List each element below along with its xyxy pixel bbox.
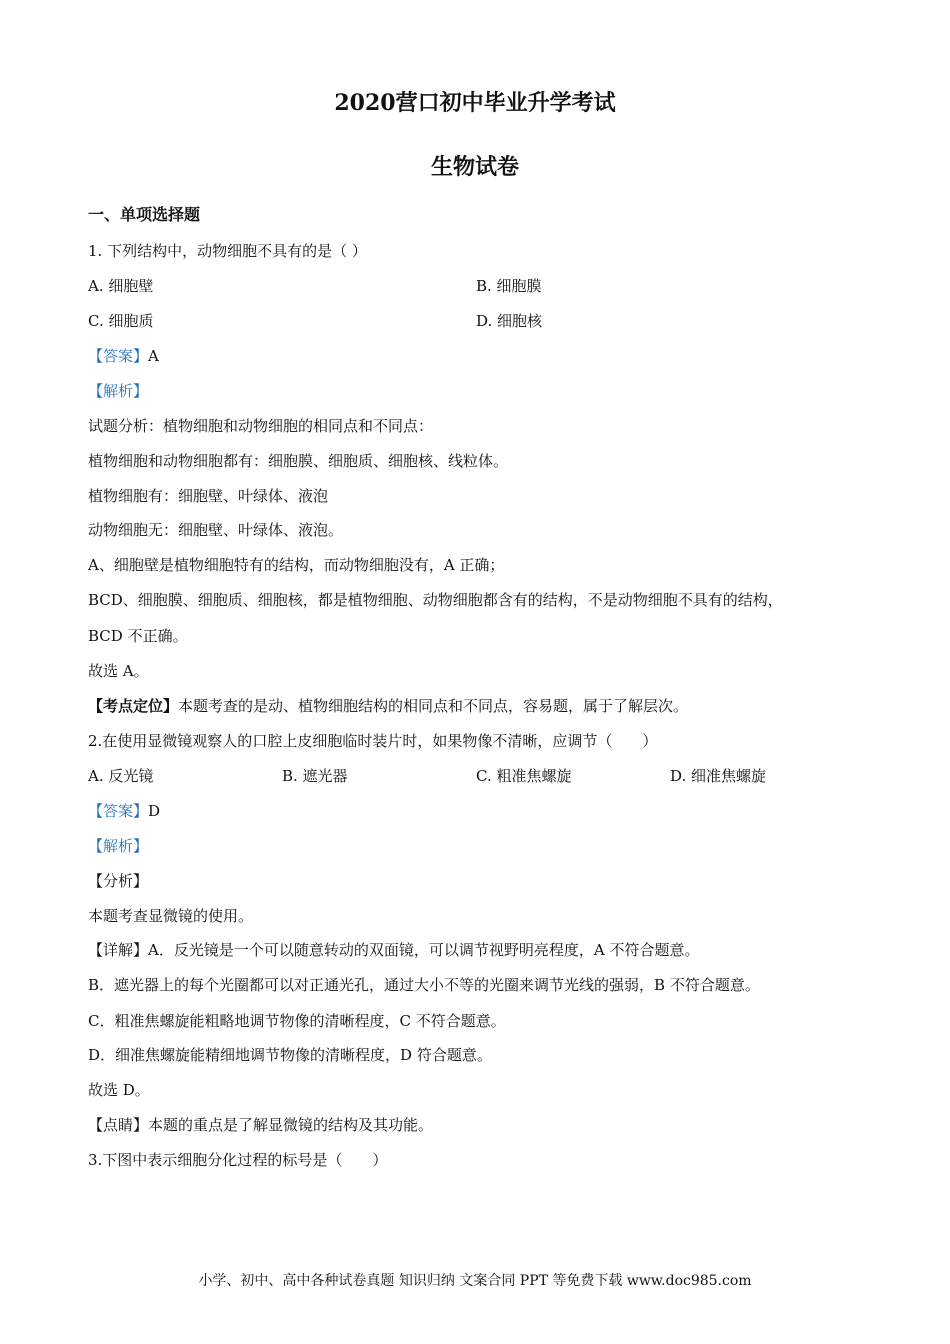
detail-text: A．反光镜是一个可以随意转动的双面镜，可以调节视野明亮程度，A 不符合题意。 bbox=[148, 941, 700, 959]
answer-value: A bbox=[148, 347, 159, 365]
q2-detail-c: C．粗准焦螺旋能粗略地调节物像的清晰程度，C 不符合题意。 bbox=[88, 1012, 506, 1030]
q1-option-c: C. 细胞质 bbox=[88, 312, 154, 330]
q1-option-a: A. 细胞壁 bbox=[88, 277, 154, 295]
q2-option-d: D. 细准焦螺旋 bbox=[670, 767, 767, 785]
dianjing-text: 本题的重点是了解显微镜的结构及其功能。 bbox=[148, 1116, 434, 1134]
q2-answer bbox=[88, 802, 160, 820]
q1-analysis-line: BCD 不正确。 bbox=[88, 627, 188, 645]
q1-point bbox=[88, 697, 688, 715]
q2-fenxi-tag: 【分析】 bbox=[88, 872, 149, 890]
q1-analysis-line: 试题分析：植物细胞和动物细胞的相同点和不同点： bbox=[88, 417, 434, 435]
answer-value: D bbox=[148, 802, 161, 820]
q1-analysis-line: A、细胞壁是植物细胞特有的结构，而动物细胞没有，A 正确； bbox=[88, 556, 505, 574]
detail-tag: 【详解】 bbox=[88, 941, 149, 959]
section-heading: 一、单项选择题 bbox=[88, 205, 201, 224]
answer-tag: 【答案】 bbox=[88, 347, 149, 365]
point-tag: 【考点定位】 bbox=[88, 697, 179, 715]
point-text: 本题考查的是动、植物细胞结构的相同点和不同点，容易题，属于了解层次。 bbox=[178, 697, 689, 715]
q2-detail-a bbox=[88, 941, 699, 959]
q2-option-b: B. 遮光器 bbox=[282, 767, 348, 785]
q2-fenxi: 本题考查显微镜的使用。 bbox=[88, 907, 254, 925]
q2-detail-b: B．遮光器上的每个光圈都可以对正通光孔，通过大小不等的光圈来调节光线的强弱，B 不符合题意。 bbox=[88, 976, 760, 994]
q2-option-c: C. 粗准焦螺旋 bbox=[476, 767, 572, 785]
q1-analysis-line: 植物细胞有：细胞壁、叶绿体、液泡 bbox=[88, 487, 329, 505]
q1-analysis-line: 动物细胞无：细胞壁、叶绿体、液泡。 bbox=[88, 521, 344, 539]
page-footer: 小学、初中、高中各种试卷真题 知识归纳 文案合同 PPT 等免费下载 www.doc985.com bbox=[198, 1273, 752, 1289]
q3-stem: 3.下图中表示细胞分化过程的标号是（ ） bbox=[88, 1151, 388, 1169]
q1-analysis-line: 植物细胞和动物细胞都有：细胞膜、细胞质、细胞核、线粒体。 bbox=[88, 452, 509, 470]
q1-option-d: D. 细胞核 bbox=[476, 312, 543, 330]
answer-tag: 【答案】 bbox=[88, 802, 149, 820]
q1-analysis-line: BCD、细胞膜、细胞质、细胞核，都是植物细胞、动物细胞都含有的结构，不是动物细胞不具有的结构， bbox=[88, 591, 783, 609]
q1-analysis-tag: 【解析】 bbox=[88, 382, 149, 400]
q1-answer bbox=[88, 347, 159, 365]
q1-stem: 1. 下列结构中，动物细胞不具有的是（ ） bbox=[88, 242, 367, 260]
q2-stem: 2.在使用显微镜观察人的口腔上皮细胞临时装片时，如果物像不清晰，应调节（ ） bbox=[88, 732, 658, 750]
exam-title: 2020营口初中毕业升学考试 bbox=[334, 90, 616, 116]
q1-analysis-line: 故选 A。 bbox=[88, 662, 149, 680]
q2-dianjing bbox=[88, 1116, 433, 1134]
q2-analysis-tag: 【解析】 bbox=[88, 837, 149, 855]
exam-subtitle: 生物试卷 bbox=[430, 154, 519, 180]
q2-choose: 故选 D。 bbox=[88, 1081, 150, 1099]
q2-detail-d: D．细准焦螺旋能精细地调节物像的清晰程度，D 符合题意。 bbox=[88, 1046, 492, 1064]
q2-option-a: A. 反光镜 bbox=[88, 767, 154, 785]
dianjing-tag: 【点睛】 bbox=[88, 1116, 149, 1134]
q1-option-b: B. 细胞膜 bbox=[476, 277, 542, 295]
